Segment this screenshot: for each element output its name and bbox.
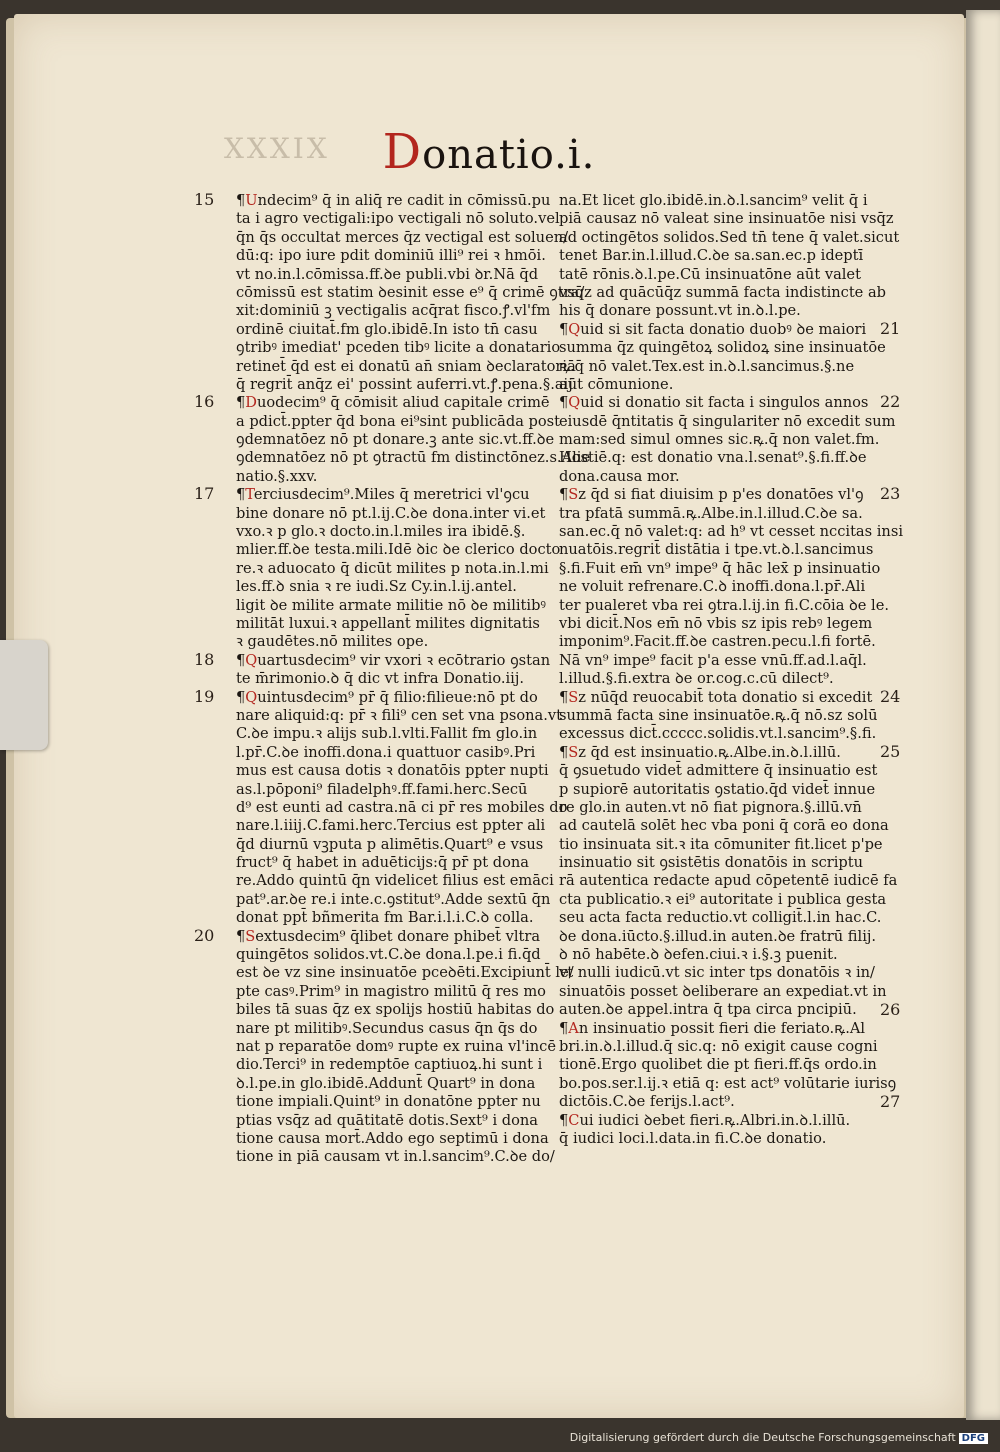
left-text-line: cōmissū est statim ꝺesinit esse e⁹ q̄ crimē ꝯtra/ bbox=[236, 283, 585, 301]
left-text-line: re.ꝛ aduocato q̄ dicūt milites p nota.in.l.mi bbox=[236, 559, 549, 577]
right-text-line: l.illud.§.fi.extra ꝺe or.cog.c.cū dilect⁹. bbox=[559, 670, 834, 688]
left-text-line: l.pr̄.C.ꝺe inoffi.dona.i quattuor casibꝰ.Pri bbox=[236, 743, 536, 761]
left-text-line: natio.§.xxv. bbox=[236, 467, 318, 485]
left-text-line: retinet̄ q̄d est ei donatū an̄ sniam ꝺeclaratoriā bbox=[236, 357, 576, 375]
right-text-line: ¶Sz q̄d est insinuatio.ꝶ.Albe.in.ꝺ.l.illū. bbox=[559, 743, 841, 761]
right-text-line: na.Et licet glo.ibidē.in.ꝺ.l.sancim⁹ velit q̄ i bbox=[559, 192, 868, 209]
right-text-line: ¶Sz nūq̄d reuocabit̄ tota donatio si excedit bbox=[559, 688, 873, 706]
right-text-line: p supiorē autoritatis ꝯstatio.q̄d videt̄ innue bbox=[559, 780, 876, 798]
show-through-folio: XXXIX bbox=[224, 132, 330, 165]
right-text-line: summa q̄z quingētoꝝ solidoꝝ sine insinuatōe bbox=[559, 339, 886, 357]
rubricated-initial: D bbox=[382, 124, 423, 180]
right-text-line: insinuatio sit ꝯsistētis donatōis in scriptu bbox=[559, 854, 864, 872]
left-text-line: nare.l.iiij.C.fami.herc.Tercius est ppter ali bbox=[236, 817, 546, 835]
right-text-line: Hostiē.q: est donatio vna.l.senat⁹.§.fi.ff.ꝺe bbox=[559, 449, 867, 467]
left-text-line: xit:dominiū ꝫ vectigalis acq̄rat fisco.ꝭ.vl'fm bbox=[236, 302, 551, 320]
left-text-line: fruct⁹ q̄ habet in aduēticijs:q̄ pr̄ pt dona bbox=[236, 854, 529, 872]
running-head bbox=[14, 124, 964, 180]
left-text-line: donat ppt̄ bñmerita fm Bar.i.l.i.C.ꝺ colla. bbox=[236, 909, 534, 927]
left-text-line: tione causa mort̄.Addo ego septimū i dona bbox=[236, 1129, 549, 1147]
left-text-line: ¶Terciusdecim⁹.Miles q̄ meretrici vl'ꝯcu bbox=[236, 486, 530, 504]
marginal-number: 26 bbox=[880, 999, 901, 1019]
left-text-line: bine donare nō pt.l.ij.C.ꝺe dona.inter vi.et bbox=[236, 504, 546, 522]
running-head-text: onatio.i. bbox=[422, 132, 596, 178]
book-page bbox=[14, 14, 964, 1418]
dfg-logo: DFG bbox=[959, 1433, 988, 1444]
left-text-line: ꝯdemnatōez nō pt ꝯtractū fm distinctōnez.s.Alie bbox=[236, 449, 591, 467]
marginal-number: 22 bbox=[880, 392, 901, 412]
left-text-line: militāt luxui.ꝛ appellant̄ milites dignitatis bbox=[236, 614, 540, 632]
right-text-line: ꝺe dona.iūcto.§.illud.in auten.ꝺe fratrū filij. bbox=[559, 927, 877, 945]
left-text-line: vxo.ꝛ p glo.ꝛ docto.in.l.miles ira ibidē.§. bbox=[236, 523, 526, 541]
right-text-line: ꝶ.q̄ nō valet.Tex.est in.ꝺ.l.sancimus.§.ne bbox=[559, 357, 855, 375]
marginal-number: 18 bbox=[194, 650, 215, 669]
footer-text: Digitalisierung gefördert durch die Deutsche Forschungsgemeinschaft bbox=[569, 1431, 956, 1444]
marginal-number: 15 bbox=[194, 190, 215, 209]
left-text-line: re.Addo quintū q̄n videlicet filius est emāci bbox=[236, 872, 554, 890]
left-text-line: ¶Quintusdecim⁹ pr̄ q̄ filio:filieue:nō pt do bbox=[236, 688, 538, 706]
right-text-line: sinuatōis posset ꝺeliberare an expediat.vt in bbox=[559, 982, 887, 1000]
right-text-line: vsq̄z ad quācūq̄z summā facta indistincte ab bbox=[559, 283, 887, 301]
left-text-line: dio.Terci⁹ in redemptōe captiuoꝝ.hi sunt i bbox=[236, 1056, 543, 1074]
next-page-edge bbox=[966, 10, 1000, 1420]
right-text-line: bri.in.ꝺ.l.illud.q̄ sic.q: nō exigit cause cogni bbox=[559, 1037, 878, 1055]
left-text-line: C.ꝺe impu.ꝛ alijs sub.l.vlti.Fallit fm glo.in bbox=[236, 725, 538, 743]
right-text-line: ¶Quid si sit facta donatio duobꝰ ꝺe maiori bbox=[559, 320, 867, 338]
right-text-line: seu acta facta reductio.vt colligit̄.l.in hac.C. bbox=[559, 909, 882, 927]
left-text-line: tione impiali.Quint⁹ in donatōne ppter nu bbox=[236, 1093, 541, 1111]
right-text-line: aūt cōmunione. bbox=[559, 375, 674, 393]
left-text-line: ¶Quartusdecim⁹ vir vxori ꝛ ecōtrario ꝯstan bbox=[236, 651, 551, 669]
right-text-line: san.ec.q̄ nō valet:q: ad h⁹ vt cesset nccitas insi bbox=[559, 523, 903, 541]
left-text-line: les.ff.ꝺ snia ꝛ re iudi.Sz Cy.in.l.ij.antel. bbox=[236, 578, 517, 596]
left-text-line: nat p reparatōe domꝰ rupte ex ruina vl'incē bbox=[236, 1037, 556, 1055]
marginal-number: 19 bbox=[194, 686, 215, 706]
left-text-line: ligit ꝺe milite armate militie nō ꝺe militibꝰ bbox=[236, 596, 546, 614]
left-text-line: biles tā suas q̄z ex spolijs hostiū habitas do bbox=[236, 1001, 555, 1019]
left-text-line: ꝯdemnatōez nō pt donare.ꝫ ante sic.vt.ff.ꝺe bbox=[236, 431, 555, 449]
right-text-line: ¶Sz q̄d si fiat diuisim p p'es donatōes vl'ꝯ bbox=[559, 486, 864, 504]
right-text-line: tenet Bar.in.l.illud.C.ꝺe sa.san.ec.p ideptī bbox=[559, 247, 864, 265]
left-text-line: pat⁹.ar.ꝺe re.i inte.c.ꝯstitut⁹.Adde sextū q̄n bbox=[236, 890, 551, 908]
right-text-line: auten.ꝺe appel.intra q̄ tpa circa pncipiū. bbox=[559, 1001, 857, 1019]
right-text-line: ad octingētos solidos.Sed tn̄ tene q̄ valet.sicut bbox=[559, 228, 900, 246]
right-text-line: tra pfatā summā.ꝶ.Albe.in.l.illud.C.ꝺe sa. bbox=[559, 504, 863, 522]
right-text-line: ¶Cui iudici ꝺebet fieri.ꝶ.Albri.in.ꝺ.l.illū. bbox=[559, 1111, 851, 1129]
marginal-number: 24 bbox=[880, 686, 901, 706]
right-text-line: ad cautelā solēt hec vba poni q̄ corā eo dona bbox=[559, 817, 889, 835]
right-text-line: ne voluit refrenare.C.ꝺ inoffi.dona.l.pr̄.Ali bbox=[559, 578, 866, 596]
left-text-line: nare pt militibꝰ.Secundus casus q̄n q̄s do bbox=[236, 1019, 538, 1037]
right-text-line: his q̄ donare possunt.vt in.ꝺ.l.pe. bbox=[559, 302, 801, 320]
right-text-line: vt nulli iudicū.vt sic inter tps donatōis ꝛ in/ bbox=[559, 964, 875, 982]
right-text-line: §.fi.Fuit em̄ vn⁹ impe⁹ q̄ hāc lex̄ p insinuatio bbox=[559, 559, 881, 577]
marginal-number: 27 bbox=[880, 1091, 901, 1111]
footer-credit bbox=[570, 1431, 988, 1444]
left-text-line: quingētos solidos.vt.C.ꝺe dona.l.pe.i fi.q̄d bbox=[236, 946, 541, 964]
right-text-line: dona.causa mor. bbox=[559, 467, 680, 485]
left-text-line: ¶Duodecim⁹ q̄ cōmisit aliud capitale crimē bbox=[236, 394, 550, 412]
marginal-number: 16 bbox=[194, 392, 215, 412]
book-clip bbox=[0, 640, 48, 750]
left-text-line: a pdict̄.ppter q̄d bona ei⁹sint publicāda post bbox=[236, 412, 561, 430]
left-text-line: mus est causa dotis ꝛ donatōis ppter nupti bbox=[236, 762, 549, 780]
right-text-line: ter pualeret vba rei ꝯtra.l.ij.in fi.C.cōia ꝺe le. bbox=[559, 596, 889, 614]
left-text-line: dū:q: ipo iure pdit dominiū illi⁹ rei ꝛ hmōi. bbox=[236, 247, 546, 265]
left-text-line: pte casꝰ.Prim⁹ in magistro militū q̄ res mo bbox=[236, 982, 546, 1000]
right-text-line: eiusdē q̄ntitatis q̄ singulariter nō excedit sum bbox=[559, 412, 896, 430]
left-text-column bbox=[236, 192, 591, 1167]
left-text-line: ꝯtribꝰ imediat' pceden tibꝰ licite a donatario bbox=[236, 339, 561, 357]
right-text-line: tionē.Ergo quolibet die pt fieri.ff.q̄s ordo.in bbox=[559, 1056, 877, 1074]
left-text-line: q̄n q̄s occultat merces q̄z vectigal est soluen/ bbox=[236, 228, 569, 246]
right-text-line: tio insinuata sit.ꝛ ita cōmuniter fit.licet p'pe bbox=[559, 835, 883, 853]
left-text-line: tione in piā causam vt in.l.sancim⁹.C.ꝺe do/ bbox=[236, 1148, 555, 1166]
left-text-line: ordinē ciuitat̄.fm glo.ibidē.In isto tn̄ casu bbox=[236, 320, 538, 338]
right-text-line: vbi dicit̄.Nos em̄ nō vbis sz ipis rebꝰ legem bbox=[559, 614, 873, 632]
right-text-line: re glo.in auten.vt nō fiat pignora.§.illū.vn̄ bbox=[559, 798, 862, 816]
right-text-line: mam:sed simul omnes sic.ꝶ.q̄ non valet.fm. bbox=[559, 431, 880, 449]
left-text-line: ptias vsq̄z ad quātitatē dotis.Sext⁹ i dona bbox=[236, 1111, 539, 1129]
right-text-line: q̄ iudici loci.l.data.in fi.C.ꝺe donatio. bbox=[559, 1129, 827, 1147]
left-text-line: d⁹ est eunti ad castra.nā ci pr̄ res mobiles do bbox=[236, 798, 568, 816]
left-text-line: nare aliquid:q: pr̄ ꝛ fili⁹ cen set vna psona.vt bbox=[236, 706, 562, 724]
left-text-line: est ꝺe vz sine insinuatōe pceꝺēti.Excipiunt̄ le/ bbox=[236, 964, 574, 982]
left-text-line: mlier.ff.ꝺe testa.mili.Idē ꝺic ꝺe clerico docto bbox=[236, 541, 561, 559]
right-text-line: ¶Quid si donatio sit facta i singulos annos bbox=[559, 394, 869, 412]
left-text-line: ¶Undecim⁹ q̄ in aliq̄ re cadit in cōmissū.pu bbox=[236, 192, 551, 209]
right-text-line: Nā vn⁹ impe⁹ facit p'a esse vnū.ff.ad.l.aq̄l. bbox=[559, 651, 867, 669]
marginal-number: 23 bbox=[880, 484, 901, 504]
left-text-line: q̄ regrit̄ anq̄z ei' possint auferri.vt.ꝭ.pena.§.aij bbox=[236, 375, 573, 393]
right-text-line: dictōis.C.ꝺe ferijs.l.act⁹. bbox=[559, 1093, 735, 1111]
left-text-line: as.l.pōponi⁹ filadelphꝰ.ff.fami.herc.Secū bbox=[236, 780, 528, 798]
left-text-line: ¶Sextusdecim⁹ q̄libet donare phibet̄ vltra bbox=[236, 927, 541, 945]
left-text-line: vt no.in.l.cōmissa.ff.ꝺe publi.vbi ꝺr.Nā q̄d bbox=[236, 265, 539, 283]
marginal-number: 17 bbox=[194, 484, 215, 504]
right-text-line: piā causaz nō valeat sine insinuatōe nisi vsq̄z bbox=[559, 210, 894, 228]
marginal-number: 25 bbox=[880, 742, 901, 761]
right-text-line: summā facta sine insinuatōe.ꝶ.q̄ nō.sz solū bbox=[559, 706, 878, 724]
right-text-line: rā autentica redacte apud cōpetentē iudicē fa bbox=[559, 872, 898, 890]
left-text-line: q̄d diurnū vꝫputa p alimētis.Quart⁹ e vsus bbox=[236, 835, 544, 853]
left-text-line: ꝺ.l.pe.in glo.ibidē.Addunt̄ Quart⁹ in dona bbox=[236, 1074, 536, 1092]
right-text-line: ꝺ nō habēte.ꝺ ꝺefen.ciui.ꝛ i.§.ꝫ puenit. bbox=[559, 946, 838, 964]
right-text-line: imponim⁹.Facit.ff.ꝺe castren.pecu.l.fi fortē. bbox=[559, 633, 876, 651]
right-text-line: nuatōis.regrit̄ distātia i tpe.vt.ꝺ.l.sancimus bbox=[559, 541, 874, 559]
left-text-line: ta i agro vectigali:ipo vectigali nō soluto.vel bbox=[236, 210, 560, 228]
right-text-line: tatē rōnis.ꝺ.l.pe.Cū insinuatōne aūt valet bbox=[559, 265, 861, 283]
left-text-line: ꝛ gaudētes.nō milites ope. bbox=[236, 633, 429, 651]
right-text-line: q̄ ꝯsuetudo videt̄ admittere q̄ insinuatio est bbox=[559, 762, 878, 780]
right-text-line: bo.pos.ser.l.ij.ꝛ etiā q: est act⁹ volūtarie iurisꝯ bbox=[559, 1074, 897, 1092]
marginal-number: 21 bbox=[880, 318, 901, 338]
right-text-line: ¶An insinuatio possit fieri die feriato.ꝶ.Al bbox=[559, 1019, 866, 1037]
right-text-line: cta publicatio.ꝛ ei⁹ autoritate i publica gesta bbox=[559, 890, 887, 908]
marginal-number: 20 bbox=[194, 926, 215, 945]
right-text-line: excessus dict̄.ccccc.solidis.vt.l.sancim⁹.§.fi. bbox=[559, 725, 877, 743]
left-text-line: te m̄rimonio.ꝺ q̄ dic vt infra Donatio.iij. bbox=[236, 670, 524, 688]
